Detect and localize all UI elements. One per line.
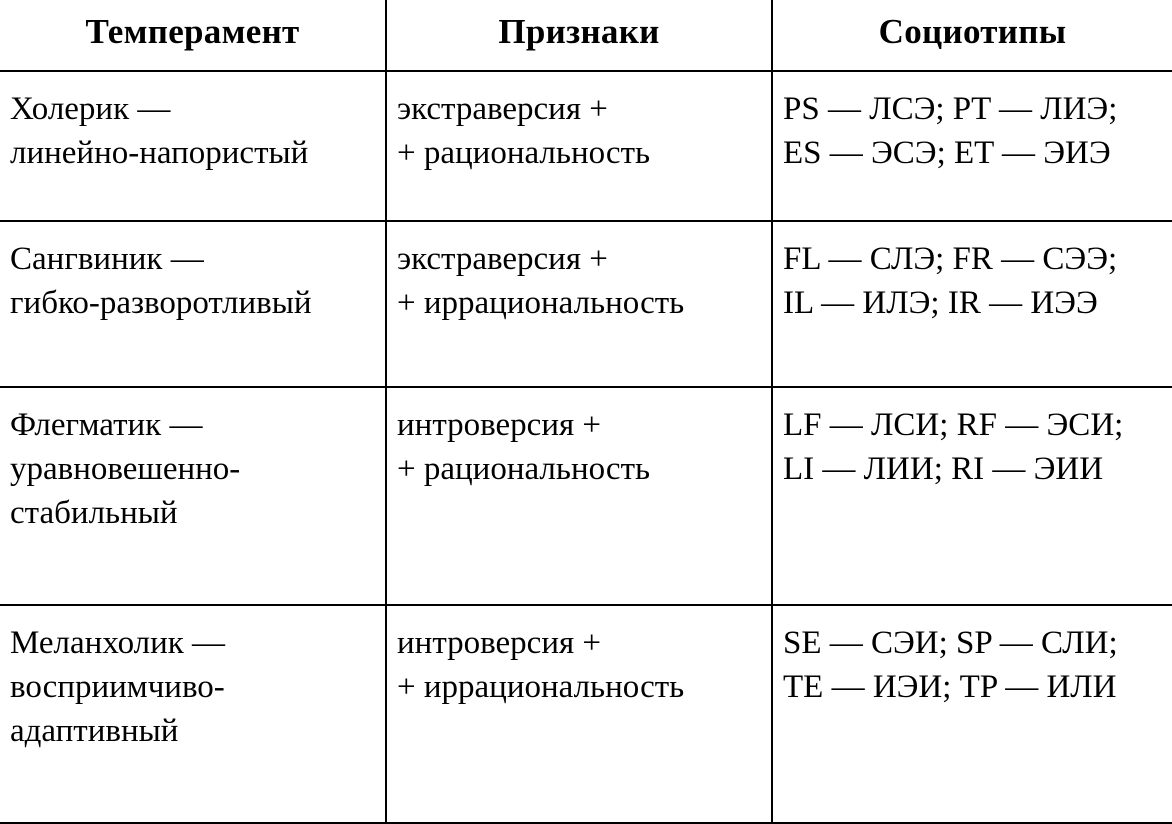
cell-line: интроверсия + (397, 407, 602, 443)
cell-line: уравновешенно- (10, 450, 241, 487)
cell-line: интроверсия + (397, 625, 602, 661)
cell-line: Сангвиник — (10, 241, 204, 277)
column-header-traits (386, 0, 772, 71)
cell-line: Холерик — (10, 91, 171, 127)
table-row (0, 71, 1172, 221)
cell-line: восприимчиво- (10, 668, 225, 705)
cell-temperament (0, 221, 386, 387)
cell-line: Меланхолик — (10, 625, 226, 661)
cell-sociotypes (772, 221, 1172, 387)
cell-line: экстраверсия + (397, 241, 608, 277)
cell-traits (386, 387, 772, 605)
cell-traits (386, 221, 772, 387)
cell-line: адаптивный (10, 712, 179, 749)
column-header-temperament (0, 0, 386, 71)
cell-line: FL — СЛЭ; FR — СЭЭ; (783, 241, 1118, 277)
cell-line: TE — ИЭИ; TP — ИЛИ (783, 668, 1117, 705)
table-header (0, 0, 1172, 71)
cell-line: экстраверсия + (397, 91, 608, 127)
table-body (0, 71, 1172, 823)
cell-line: + рациональность (397, 450, 651, 487)
cell-sociotypes (772, 605, 1172, 823)
table-row (0, 605, 1172, 823)
table-row (0, 387, 1172, 605)
column-header-sociotypes (772, 0, 1172, 71)
cell-temperament (0, 387, 386, 605)
cell-line: Флегматик — (10, 407, 203, 443)
cell-line: стабильный (10, 494, 178, 531)
cell-line: ES — ЭСЭ; ET — ЭИЭ (783, 134, 1111, 171)
cell-line: SE — СЭИ; SP — СЛИ; (783, 625, 1118, 661)
column-header-sociotypes-label: Социотипы (878, 12, 1067, 51)
cell-line: IL — ИЛЭ; IR — ИЭЭ (783, 284, 1098, 321)
cell-line: PS — ЛСЭ; PT — ЛИЭ; (783, 91, 1118, 127)
cell-traits (386, 605, 772, 823)
table-row (0, 221, 1172, 387)
cell-line: LI — ЛИИ; RI — ЭИИ (783, 450, 1104, 487)
cell-line: линейно-напористый (10, 134, 309, 171)
cell-sociotypes (772, 71, 1172, 221)
cell-traits (386, 71, 772, 221)
cell-line: гибко-разворотливый (10, 284, 312, 321)
column-header-traits-label: Признаки (498, 12, 660, 51)
table-header-row (0, 0, 1172, 71)
cell-temperament (0, 605, 386, 823)
column-header-temperament-label: Темперамент (85, 12, 300, 51)
cell-line: LF — ЛСИ; RF — ЭСИ; (783, 407, 1124, 443)
cell-temperament (0, 71, 386, 221)
cell-line: + иррациональность (397, 284, 685, 321)
cell-sociotypes (772, 387, 1172, 605)
cell-line: + иррациональность (397, 668, 685, 705)
cell-line: + рациональность (397, 134, 651, 171)
